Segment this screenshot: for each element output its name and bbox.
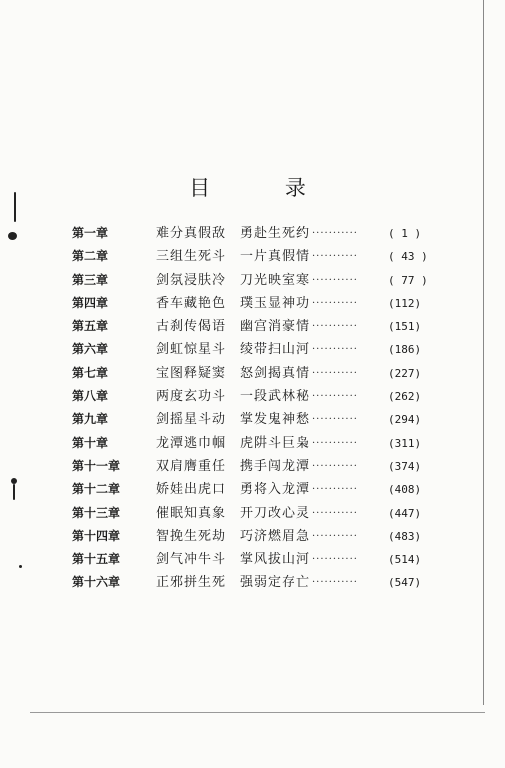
table-of-contents (70, 222, 450, 595)
page-number: (374) (388, 459, 422, 473)
ink-dot (19, 565, 22, 568)
chapter-number: 第五章 (72, 319, 109, 334)
chapter-number: 第七章 (72, 365, 109, 380)
page-number: (294) (388, 413, 422, 427)
chapter-number: 第十一章 (72, 458, 121, 473)
leader-dots: ··········· (312, 484, 358, 496)
toc-row (70, 385, 450, 408)
chapter-title-first-line: 娇娃出虎口 (156, 482, 227, 498)
chapter-title-first-line: 龙潭逃巾帼 (156, 435, 227, 451)
page-number: (447) (388, 506, 422, 520)
page-number: (186) (388, 343, 422, 357)
chapter-title-second-line: 勇赴生死约 (240, 226, 311, 241)
chapter-title-second-line: 幽宫消豪情 (240, 319, 311, 335)
chapter-title-second-line: 绫带扫山河 (240, 342, 311, 358)
chapter-title-first-line: 宝图释疑窦 (156, 365, 227, 381)
chapter-title-first-line: 香车藏艳色 (156, 295, 227, 311)
page-number: ( 43 ) (388, 250, 428, 264)
toc-row (70, 222, 450, 245)
page-number: (112) (388, 296, 422, 310)
chapter-number: 第十三章 (72, 505, 121, 520)
page-number: (514) (388, 553, 422, 567)
toc-row (70, 315, 450, 338)
page-number: (547) (388, 576, 422, 590)
leader-dots: ··········· (312, 297, 358, 309)
toc-row (70, 245, 450, 268)
page-number: ( 1 ) (388, 227, 422, 240)
toc-row (70, 548, 450, 571)
chapter-title-first-line: 三组生死斗 (156, 249, 227, 265)
page-number: (151) (388, 320, 422, 334)
chapter-title-second-line: 强弱定存亡 (240, 575, 311, 591)
leader-dots: ··········· (312, 577, 358, 589)
chapter-title-second-line: 巧济燃眉急 (240, 528, 311, 544)
toc-row (70, 269, 450, 292)
leader-dots: ··········· (312, 414, 358, 426)
chapter-number: 第十五章 (72, 552, 121, 567)
chapter-title-first-line: 智挽生死劫 (156, 528, 227, 544)
toc-row (70, 338, 450, 361)
chapter-number: 第九章 (72, 412, 109, 427)
chapter-title-second-line: 虎阱斗巨枭 (240, 435, 311, 451)
leader-dots: ··········· (312, 507, 358, 519)
leader-dots: ··········· (312, 228, 358, 239)
chapter-title-first-line: 剑气冲牛斗 (156, 552, 227, 568)
page-number: (262) (388, 390, 422, 404)
chapter-title-second-line: 携手闯龙潭 (240, 458, 311, 474)
chapter-title-first-line: 剑氛浸肤冷 (156, 272, 227, 288)
page-edge-right (483, 0, 484, 705)
chapter-title-first-line: 剑虹惊星斗 (156, 342, 227, 358)
chapter-number: 第三章 (72, 272, 109, 287)
toc-row (70, 525, 450, 548)
toc-row (70, 571, 450, 594)
chapter-number: 第十二章 (72, 482, 121, 497)
chapter-title-second-line: 刀光映室寒 (240, 272, 311, 288)
page-number: (408) (388, 483, 422, 497)
toc-row (70, 478, 450, 501)
leader-dots: ··········· (312, 274, 358, 286)
leader-dots: ··········· (312, 530, 358, 542)
toc-row (70, 502, 450, 525)
toc-row (70, 432, 450, 455)
chapter-title-second-line: 璞玉显神功 (240, 295, 311, 311)
chapter-number: 第十章 (72, 435, 109, 450)
leader-dots: ··········· (312, 367, 358, 379)
leader-dots: ··········· (312, 321, 358, 333)
chapter-number: 第二章 (72, 249, 109, 264)
ink-smudge (8, 232, 17, 240)
ink-mark (13, 484, 15, 500)
chapter-number: 第十四章 (72, 528, 121, 543)
chapter-title-second-line: 掌发鬼神愁 (240, 412, 311, 428)
page-edge-bottom (30, 712, 485, 713)
chapter-title-first-line: 古刹传偈语 (156, 319, 227, 335)
chapter-number: 第十六章 (72, 575, 121, 590)
chapter-title-second-line: 一片真假情 (240, 249, 311, 265)
chapter-title-second-line: 勇将入龙潭 (240, 482, 311, 498)
page-number: (311) (388, 436, 422, 450)
toc-row (70, 292, 450, 315)
leader-dots: ··········· (312, 344, 358, 356)
chapter-number: 第八章 (72, 389, 109, 404)
leader-dots: ··········· (312, 460, 358, 472)
leader-dots: ··········· (312, 251, 358, 263)
chapter-title-first-line: 正邪拼生死 (156, 575, 227, 591)
chapter-number: 第四章 (72, 295, 109, 310)
chapter-title-second-line: 开刀改心灵 (240, 505, 311, 521)
chapter-number: 第六章 (72, 342, 109, 357)
leader-dots: ··········· (312, 437, 358, 449)
chapter-title-first-line: 难分真假敌 (156, 226, 227, 241)
toc-row (70, 362, 450, 385)
page-number: ( 77 ) (388, 273, 428, 287)
toc-row (70, 455, 450, 478)
chapter-title-first-line: 两度玄功斗 (156, 389, 227, 405)
chapter-number: 第一章 (72, 226, 109, 240)
chapter-title-first-line: 催眠知真象 (156, 505, 227, 521)
toc-row (70, 408, 450, 431)
chapter-title-first-line: 剑摇星斗动 (156, 412, 227, 428)
toc-title: 目 录 (189, 176, 340, 200)
page-number: (227) (388, 366, 422, 380)
chapter-title-second-line: 一段武林秘 (240, 389, 311, 405)
chapter-title-second-line: 怒剑揭真情 (240, 365, 311, 381)
chapter-title-second-line: 掌风拔山河 (240, 552, 311, 568)
leader-dots: ··········· (312, 391, 358, 403)
page-number: (483) (388, 529, 422, 543)
leader-dots: ··········· (312, 554, 358, 566)
chapter-title-first-line: 双肩膺重任 (156, 458, 227, 474)
